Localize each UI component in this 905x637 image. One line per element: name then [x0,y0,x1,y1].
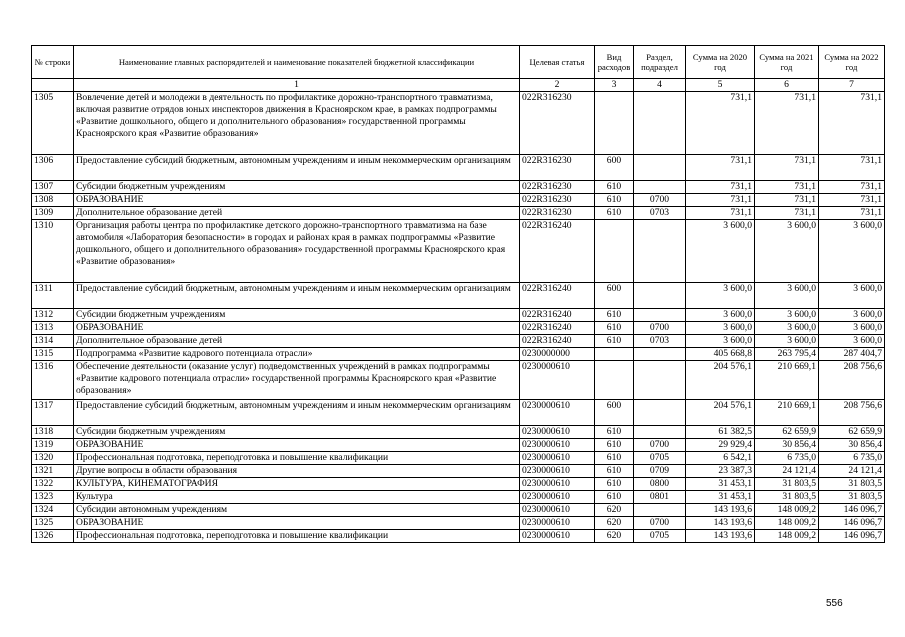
header-sum-2020: Сумма на 2020 год [686,46,755,79]
row-sum-2022: 287 404,7 [819,348,885,361]
column-number: 6 [755,79,819,92]
header-target-article: Целевая статья [520,46,595,79]
row-expense-type: 610 [595,426,634,439]
row-target-article: 0230000610 [520,517,595,530]
row-target-article: 022R316230 [520,194,595,207]
row-sum-2020: 731,1 [686,194,755,207]
row-expense-type [595,361,634,400]
column-number: 3 [595,79,634,92]
row-number: 1311 [32,283,74,309]
row-section: 0703 [634,335,686,348]
row-target-article: 0230000610 [520,426,595,439]
row-name: ОБРАЗОВАНИЕ [74,194,520,207]
row-section: 0703 [634,207,686,220]
row-number: 1326 [32,530,74,543]
row-number: 1318 [32,426,74,439]
row-sum-2021: 3 600,0 [755,322,819,335]
header-row-number: № строки [32,46,74,79]
row-number: 1323 [32,491,74,504]
row-target-article: 022R316230 [520,155,595,181]
row-name: Предоставление субсидий бюджетным, автономным учреждениям и иным некоммерческим организациям [74,155,520,181]
row-section: 0700 [634,322,686,335]
table-row [32,194,885,207]
table-row [32,348,885,361]
row-expense-type: 620 [595,517,634,530]
table-row [32,452,885,465]
row-expense-type [595,92,634,155]
row-sum-2021: 148 009,2 [755,504,819,517]
row-sum-2021: 62 659,9 [755,426,819,439]
row-sum-2020: 31 453,1 [686,491,755,504]
row-sum-2021: 731,1 [755,207,819,220]
row-number: 1324 [32,504,74,517]
row-number: 1322 [32,478,74,491]
row-expense-type: 600 [595,283,634,309]
row-sum-2022: 208 756,6 [819,361,885,400]
row-name: ОБРАЗОВАНИЕ [74,439,520,452]
row-sum-2022: 62 659,9 [819,426,885,439]
row-target-article: 022R316240 [520,220,595,283]
row-sum-2022: 731,1 [819,155,885,181]
row-sum-2022: 208 756,6 [819,400,885,426]
row-section [634,181,686,194]
row-expense-type: 610 [595,181,634,194]
row-number: 1321 [32,465,74,478]
row-sum-2021: 731,1 [755,155,819,181]
row-section [634,309,686,322]
row-sum-2020: 61 382,5 [686,426,755,439]
row-sum-2020: 731,1 [686,92,755,155]
row-name: Предоставление субсидий бюджетным, автономным учреждениям и иным некоммерческим организациям [74,283,520,309]
row-sum-2022: 731,1 [819,181,885,194]
row-sum-2021: 731,1 [755,92,819,155]
column-number: 7 [819,79,885,92]
row-sum-2020: 3 600,0 [686,322,755,335]
row-expense-type: 620 [595,530,634,543]
row-sum-2021: 148 009,2 [755,517,819,530]
row-sum-2022: 731,1 [819,194,885,207]
row-name: Дополнительное образование детей [74,207,520,220]
row-expense-type: 610 [595,194,634,207]
row-name: Дополнительное образование детей [74,335,520,348]
row-section: 0705 [634,530,686,543]
row-section [634,361,686,400]
row-target-article: 0230000610 [520,491,595,504]
row-target-article: 022R316230 [520,92,595,155]
row-sum-2022: 146 096,7 [819,530,885,543]
row-expense-type: 610 [595,322,634,335]
row-sum-2020: 731,1 [686,181,755,194]
row-expense-type: 610 [595,439,634,452]
row-number: 1317 [32,400,74,426]
row-sum-2020: 23 387,3 [686,465,755,478]
row-number: 1308 [32,194,74,207]
row-target-article: 022R316240 [520,309,595,322]
table-row [32,181,885,194]
table-row [32,491,885,504]
row-sum-2020: 6 542,1 [686,452,755,465]
row-section: 0709 [634,465,686,478]
row-name: КУЛЬТУРА, КИНЕМАТОГРАФИЯ [74,478,520,491]
table-row [32,155,885,181]
row-target-article: 0230000610 [520,504,595,517]
table-row [32,322,885,335]
row-target-article: 022R316240 [520,335,595,348]
row-name: Субсидии бюджетным учреждениям [74,309,520,322]
budget-table [31,45,885,543]
row-name: Другие вопросы в области образования [74,465,520,478]
row-number: 1319 [32,439,74,452]
row-number: 1305 [32,92,74,155]
table-row [32,439,885,452]
row-sum-2021: 3 600,0 [755,220,819,283]
row-sum-2021: 210 669,1 [755,361,819,400]
header-sum-2022: Сумма на 2022 год [819,46,885,79]
row-expense-type: 610 [595,335,634,348]
row-expense-type [595,220,634,283]
row-sum-2022: 3 600,0 [819,220,885,283]
table-row [32,309,885,322]
row-sum-2022: 3 600,0 [819,309,885,322]
row-section [634,283,686,309]
table-row [32,465,885,478]
table-row [32,504,885,517]
column-number: 4 [634,79,686,92]
row-number: 1306 [32,155,74,181]
header-row [32,46,885,79]
row-sum-2022: 3 600,0 [819,283,885,309]
row-name: Обеспечение деятельности (оказание услуг) подведомственных учреждений в рамках подпрограммы «Развитие кадрового потенциала отрасли» государственной программы Красноярского края «Развитие образования» [74,361,520,400]
column-number: 5 [686,79,755,92]
row-sum-2020: 204 576,1 [686,400,755,426]
table-row [32,335,885,348]
row-name: Вовлечение детей и молодежи в деятельность по профилактике дорожно-транспортного травматизма, включая развитие отрядов юных инспекторов движения в Красноярском крае, в рамках подпрограммы «Развитие дошкольного, общего и дополнительного образования» государственной программы Красноярского края «Развитие образования» [74,92,520,155]
row-sum-2022: 731,1 [819,92,885,155]
row-expense-type: 600 [595,155,634,181]
row-target-article: 0230000610 [520,400,595,426]
row-expense-type: 610 [595,478,634,491]
row-number: 1320 [32,452,74,465]
page-number: 556 [826,598,843,609]
row-sum-2020: 405 668,8 [686,348,755,361]
row-expense-type: 610 [595,309,634,322]
row-target-article: 0230000610 [520,465,595,478]
table-row [32,283,885,309]
row-sum-2020: 29 929,4 [686,439,755,452]
row-name: Субсидии бюджетным учреждениям [74,426,520,439]
row-section [634,504,686,517]
row-expense-type: 610 [595,207,634,220]
column-number: 1 [74,79,520,92]
row-name: Организация работы центра по профилактике детского дорожно-транспортного травматизма на базе автомобиля «Лаборатория безопасности» в городах и районах края в рамках подпрограммы «Развитие дошкольного, общего и дополнительного образования» государственной программы Красноярского края «Развитие образования» [74,220,520,283]
row-name: Профессиональная подготовка, переподготовка и повышение квалификации [74,530,520,543]
row-section [634,92,686,155]
row-sum-2022: 731,1 [819,207,885,220]
row-sum-2020: 3 600,0 [686,220,755,283]
row-name: Субсидии автономным учреждениям [74,504,520,517]
table-row [32,207,885,220]
row-target-article: 0230000610 [520,439,595,452]
table-row [32,426,885,439]
table-body [32,92,885,543]
row-number: 1313 [32,322,74,335]
row-target-article: 022R316230 [520,207,595,220]
row-expense-type: 610 [595,452,634,465]
row-section [634,155,686,181]
row-sum-2021: 31 803,5 [755,491,819,504]
row-number: 1310 [32,220,74,283]
row-sum-2021: 6 735,0 [755,452,819,465]
row-sum-2020: 731,1 [686,155,755,181]
row-sum-2021: 24 121,4 [755,465,819,478]
row-number: 1309 [32,207,74,220]
row-number: 1314 [32,335,74,348]
row-number: 1315 [32,348,74,361]
row-sum-2021: 3 600,0 [755,309,819,322]
row-target-article: 0230000610 [520,361,595,400]
table-row [32,92,885,155]
row-number: 1312 [32,309,74,322]
row-number: 1325 [32,517,74,530]
row-number: 1316 [32,361,74,400]
header-sum-2021: Сумма на 2021 год [755,46,819,79]
row-sum-2021: 3 600,0 [755,283,819,309]
row-expense-type [595,348,634,361]
row-sum-2020: 31 453,1 [686,478,755,491]
row-sum-2021: 148 009,2 [755,530,819,543]
row-number: 1307 [32,181,74,194]
row-sum-2020: 204 576,1 [686,361,755,400]
row-sum-2022: 6 735,0 [819,452,885,465]
row-sum-2022: 3 600,0 [819,335,885,348]
row-sum-2021: 263 795,4 [755,348,819,361]
row-expense-type: 620 [595,504,634,517]
row-sum-2022: 3 600,0 [819,322,885,335]
row-section [634,400,686,426]
row-sum-2020: 731,1 [686,207,755,220]
row-sum-2021: 31 803,5 [755,478,819,491]
row-name: Предоставление субсидий бюджетным, автономным учреждениям и иным некоммерческим организациям [74,400,520,426]
table-row [32,220,885,283]
row-sum-2021: 30 856,4 [755,439,819,452]
row-sum-2020: 3 600,0 [686,283,755,309]
row-section: 0705 [634,452,686,465]
row-sum-2021: 731,1 [755,194,819,207]
row-target-article: 0230000610 [520,452,595,465]
row-expense-type: 610 [595,491,634,504]
header-name: Наименование главных распорядителей и наименование показателей бюджетной классификации [74,46,520,79]
row-sum-2020: 3 600,0 [686,309,755,322]
row-sum-2020: 143 193,6 [686,517,755,530]
row-section: 0700 [634,194,686,207]
row-section [634,220,686,283]
row-name: Субсидии бюджетным учреждениям [74,181,520,194]
row-sum-2021: 3 600,0 [755,335,819,348]
row-target-article: 022R316240 [520,322,595,335]
row-section: 0800 [634,478,686,491]
table-row [32,400,885,426]
row-expense-type: 600 [595,400,634,426]
row-target-article: 0230000610 [520,478,595,491]
row-sum-2020: 3 600,0 [686,335,755,348]
row-name: Профессиональная подготовка, переподготовка и повышение квалификации [74,452,520,465]
row-sum-2022: 31 803,5 [819,491,885,504]
table-row [32,530,885,543]
row-sum-2022: 24 121,4 [819,465,885,478]
row-section: 0700 [634,439,686,452]
row-section [634,348,686,361]
row-target-article: 022R316240 [520,283,595,309]
row-sum-2022: 146 096,7 [819,504,885,517]
row-sum-2022: 30 856,4 [819,439,885,452]
header-expense-type: Вид расходов [595,46,634,79]
header-section: Раздел, подраздел [634,46,686,79]
row-section: 0700 [634,517,686,530]
column-number-row [32,79,885,92]
row-name: Подпрограмма «Развитие кадрового потенциала отрасли» [74,348,520,361]
row-name: Культура [74,491,520,504]
row-sum-2021: 731,1 [755,181,819,194]
table-row [32,361,885,400]
table-row [32,517,885,530]
row-section: 0801 [634,491,686,504]
row-sum-2020: 143 193,6 [686,530,755,543]
row-target-article: 0230000000 [520,348,595,361]
table-row [32,478,885,491]
row-sum-2020: 143 193,6 [686,504,755,517]
row-sum-2021: 210 669,1 [755,400,819,426]
row-name: ОБРАЗОВАНИЕ [74,517,520,530]
column-number-blank [32,79,74,92]
row-target-article: 022R316230 [520,181,595,194]
row-expense-type: 610 [595,465,634,478]
row-sum-2022: 146 096,7 [819,517,885,530]
row-sum-2022: 31 803,5 [819,478,885,491]
column-number: 2 [520,79,595,92]
row-section [634,426,686,439]
row-name: ОБРАЗОВАНИЕ [74,322,520,335]
row-target-article: 0230000610 [520,530,595,543]
